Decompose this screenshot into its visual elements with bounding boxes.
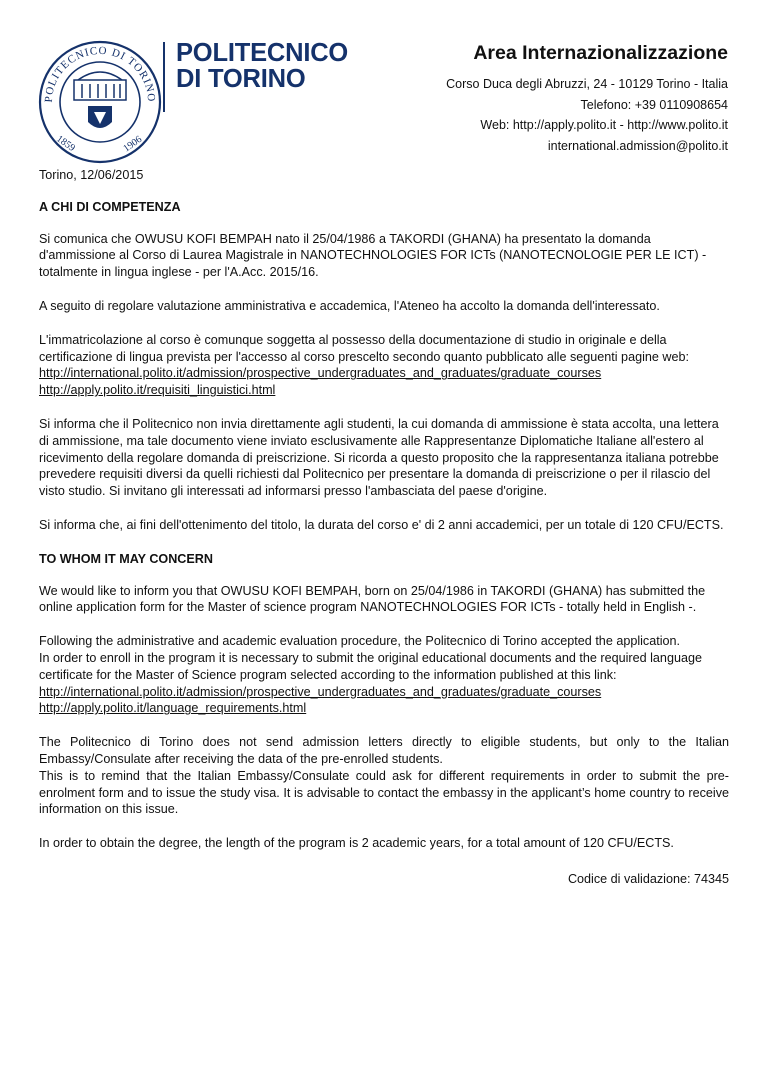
office-email: international.admission@polito.it bbox=[547, 139, 728, 154]
english-paragraph-3a: The Politecnico di Torino does not send admission letters directly to eligible students, but only to the Italian Embassy/Consulate after receiving the data of the pre-enrolled students. bbox=[39, 735, 729, 766]
english-paragraph-2a: Following the administrative and academic evaluation procedure, the Politecnico di Torino accepted the application. bbox=[39, 634, 681, 649]
office-title: Area Internazionalizzazione bbox=[473, 42, 728, 64]
seal-year-right: 1906 bbox=[121, 133, 145, 155]
university-wordmark bbox=[176, 40, 348, 92]
italian-heading: A CHI DI COMPETENZA bbox=[39, 199, 181, 214]
brand-divider bbox=[163, 42, 165, 112]
english-paragraph-2b: In order to enroll in the program it is necessary to submit the original educational documents and the required language certificate for the Master of Science program selected according to the information published at this link: bbox=[39, 650, 702, 682]
english-heading: TO WHOM IT MAY CONCERN bbox=[39, 551, 213, 566]
wordmark-line-2: DI TORINO bbox=[176, 65, 306, 93]
english-link-graduate-courses[interactable]: http://international.polito.it/admission/prospective_undergraduates_and_graduates/graduate_courses bbox=[39, 684, 602, 699]
seal-text: POLITECNICO DI TORINO bbox=[42, 44, 158, 103]
italian-paragraph-1: Si comunica che OWUSU KOFI BEMPAH nato il 25/04/1986 a TAKORDI (GHANA) ha presentato la domanda d'ammissione al Corso di Laurea Magistrale in NANOTECHNOLOGIES FOR ICTs (NANOTECNOLOGIE PER LE ICT) - totalmente in lingua inglese - per l'A.Acc. 2015/16. bbox=[39, 231, 707, 280]
office-address: Corso Duca degli Abruzzi, 24 - 10129 Torino - Italia bbox=[446, 77, 728, 91]
university-seal-icon bbox=[38, 40, 162, 164]
seal-year-left: 1859 bbox=[54, 133, 77, 154]
office-contact-block bbox=[446, 41, 728, 157]
english-link-language-requirements[interactable]: http://apply.polito.it/language_requirements.html bbox=[39, 701, 307, 716]
office-phone: Telefono: +39 0110908654 bbox=[580, 97, 728, 112]
english-paragraph-1: We would like to inform you that OWUSU KOFI BEMPAH, born on 25/04/1986 in TAKORDI (GHANA) has submitted the online application form for the Master of science program NANOTECHNOLOGIES FOR ICTs - totally held in English -. bbox=[39, 583, 706, 615]
italian-paragraph-2: A seguito di regolare valutazione amministrativa e accademica, l'Ateneo ha accolto la domanda dell'interessato. bbox=[39, 298, 660, 313]
italian-link-graduate-courses[interactable]: http://international.polito.it/admission/prospective_undergraduates_and_graduates/graduate_courses bbox=[39, 366, 602, 381]
letter-body bbox=[39, 167, 729, 888]
letter-date: Torino, 12/06/2015 bbox=[39, 168, 144, 182]
office-web: Web: http://apply.polito.it - http://www.polito.it bbox=[480, 118, 728, 133]
validation-code: Codice di validazione: 74345 bbox=[567, 871, 729, 886]
english-paragraph-4: In order to obtain the degree, the length of the program is 2 academic years, for a total amount of 120 CFU/ECTS. bbox=[39, 836, 674, 851]
italian-paragraph-3: L'immatricolazione al corso è comunque soggetta al possesso della documentazione di studio in originale e della certificazione di lingua prevista per l'accesso al corso prescelto secondo quanto pubblicato alle seguenti pagine web: bbox=[39, 332, 689, 364]
wordmark-line-1: POLITECNICO bbox=[176, 39, 349, 67]
italian-paragraph-4: Si informa che il Politecnico non invia direttamente agli studenti, la cui domanda di ammissione è stata accolta, una lettera di ammissione, ma tale documento viene inviato esclusivamente alle Rappresentanze Diplomatiche Italiane all'estero al ricevimento della regolare domanda di preiscrizione. Si ricorda a questo proposito che la rappresentanza italiana potrebbe prevedere requisiti diversi da quelli richiesti dal Politecnico per presentare la domanda di preiscrizione o per il rilascio del visto studio. Si invitano gli interessati ad informarsi presso l'ambasciata del paese d'origine. bbox=[39, 416, 719, 499]
italian-paragraph-5: Si informa che, ai fini dell'ottenimento del titolo, la durata del corso e' di 2 anni accademici, per un totale di 120 CFU/ECTS. bbox=[39, 517, 724, 532]
italian-link-language-requirements[interactable]: http://apply.polito.it/requisiti_linguistici.html bbox=[39, 383, 276, 398]
english-paragraph-3b: This is to remind that the Italian Embassy/Consulate could ask for different requirements in order to submit the pre-enrolment form and to issue the study visa. It is advisable to contact the embassy in the applicant’s home country to receive information on this issue. bbox=[39, 768, 729, 817]
